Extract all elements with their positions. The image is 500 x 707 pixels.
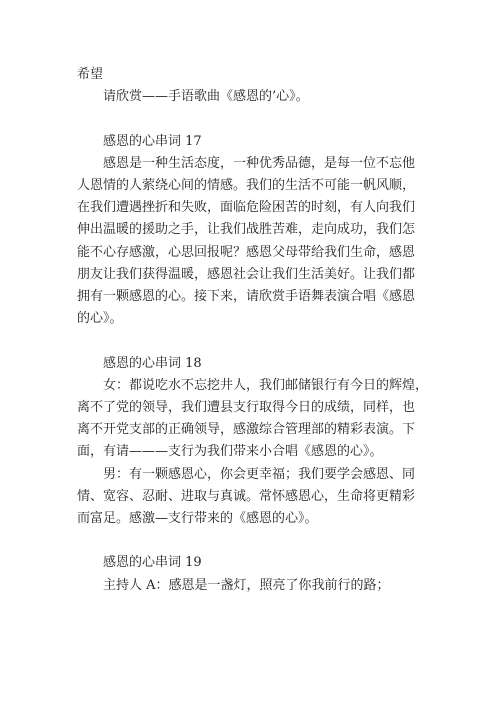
text-line: 女：都说吃水不忘挖井人，我们邮储银行有今日的辉煌， bbox=[103, 377, 429, 393]
document-page bbox=[77, 64, 429, 597]
text-line: 感恩是一种生活态度，一种优秀品德，是每一位不忘他 bbox=[103, 155, 416, 171]
text-line: 的心》。 bbox=[77, 311, 123, 327]
section-title-17: 感恩的心串词 17 bbox=[103, 133, 202, 149]
text-line: 情、宽容、忍耐、进取与真诚。常怀感恩心，生命将更精彩 bbox=[77, 488, 416, 504]
text-line: 主持人 A：感恩是一盏灯，照亮了你我前行的路； bbox=[103, 577, 390, 593]
paragraph-18-female bbox=[77, 375, 429, 464]
text-line: 面，有请———支行为我们带来小合唱《感恩的心》。 bbox=[77, 444, 383, 460]
paragraph-17 bbox=[77, 153, 419, 331]
blank-line bbox=[77, 530, 419, 552]
text-line: 而富足。感激—支行带来的《感恩的心》。 bbox=[77, 511, 318, 527]
blank-line bbox=[77, 108, 419, 130]
text-line: 在我们遭遇挫折和失败，面临危险困苦的时刻，有人向我们 bbox=[77, 200, 416, 216]
text-line: 请欣赏——手语歌曲《感恩的’心》。 bbox=[103, 89, 309, 105]
text-line: 朋友让我们获得温暖，感恩社会让我们生活美好。让我们都 bbox=[77, 266, 416, 282]
paragraph-18-male bbox=[77, 464, 419, 531]
text-line: 离不开党支部的正确领导，感激综合管理部的精彩表演。下 bbox=[77, 422, 416, 438]
text-line: 拥有一颗感恩的心。接下来，请欣赏手语舞表演合唱《感恩 bbox=[77, 289, 416, 305]
text-line: 离不了党的领导，我们遭县支行取得今日的成绩，同样，也 bbox=[77, 400, 416, 416]
blank-line bbox=[77, 330, 419, 352]
text-line: 人恩情的人萦绕心间的情感。我们的生活不可能一帆风顺， bbox=[77, 178, 416, 193]
text-line: 能不心存感激，心思回报呢？感恩父母带给我们生命，感恩 bbox=[77, 244, 416, 260]
section-title-19: 感恩的心串词 19 bbox=[103, 555, 202, 571]
text-line: 男：有一颗感恩心，你会更幸福；我们要学会感恩、同 bbox=[103, 466, 416, 482]
text-line: 希望 bbox=[77, 67, 104, 82]
section-title-18: 感恩的心串词 18 bbox=[103, 355, 202, 371]
text-line: 伸出温暖的援助之手，让我们战胜苦难，走向成功，我们怎 bbox=[77, 222, 416, 238]
